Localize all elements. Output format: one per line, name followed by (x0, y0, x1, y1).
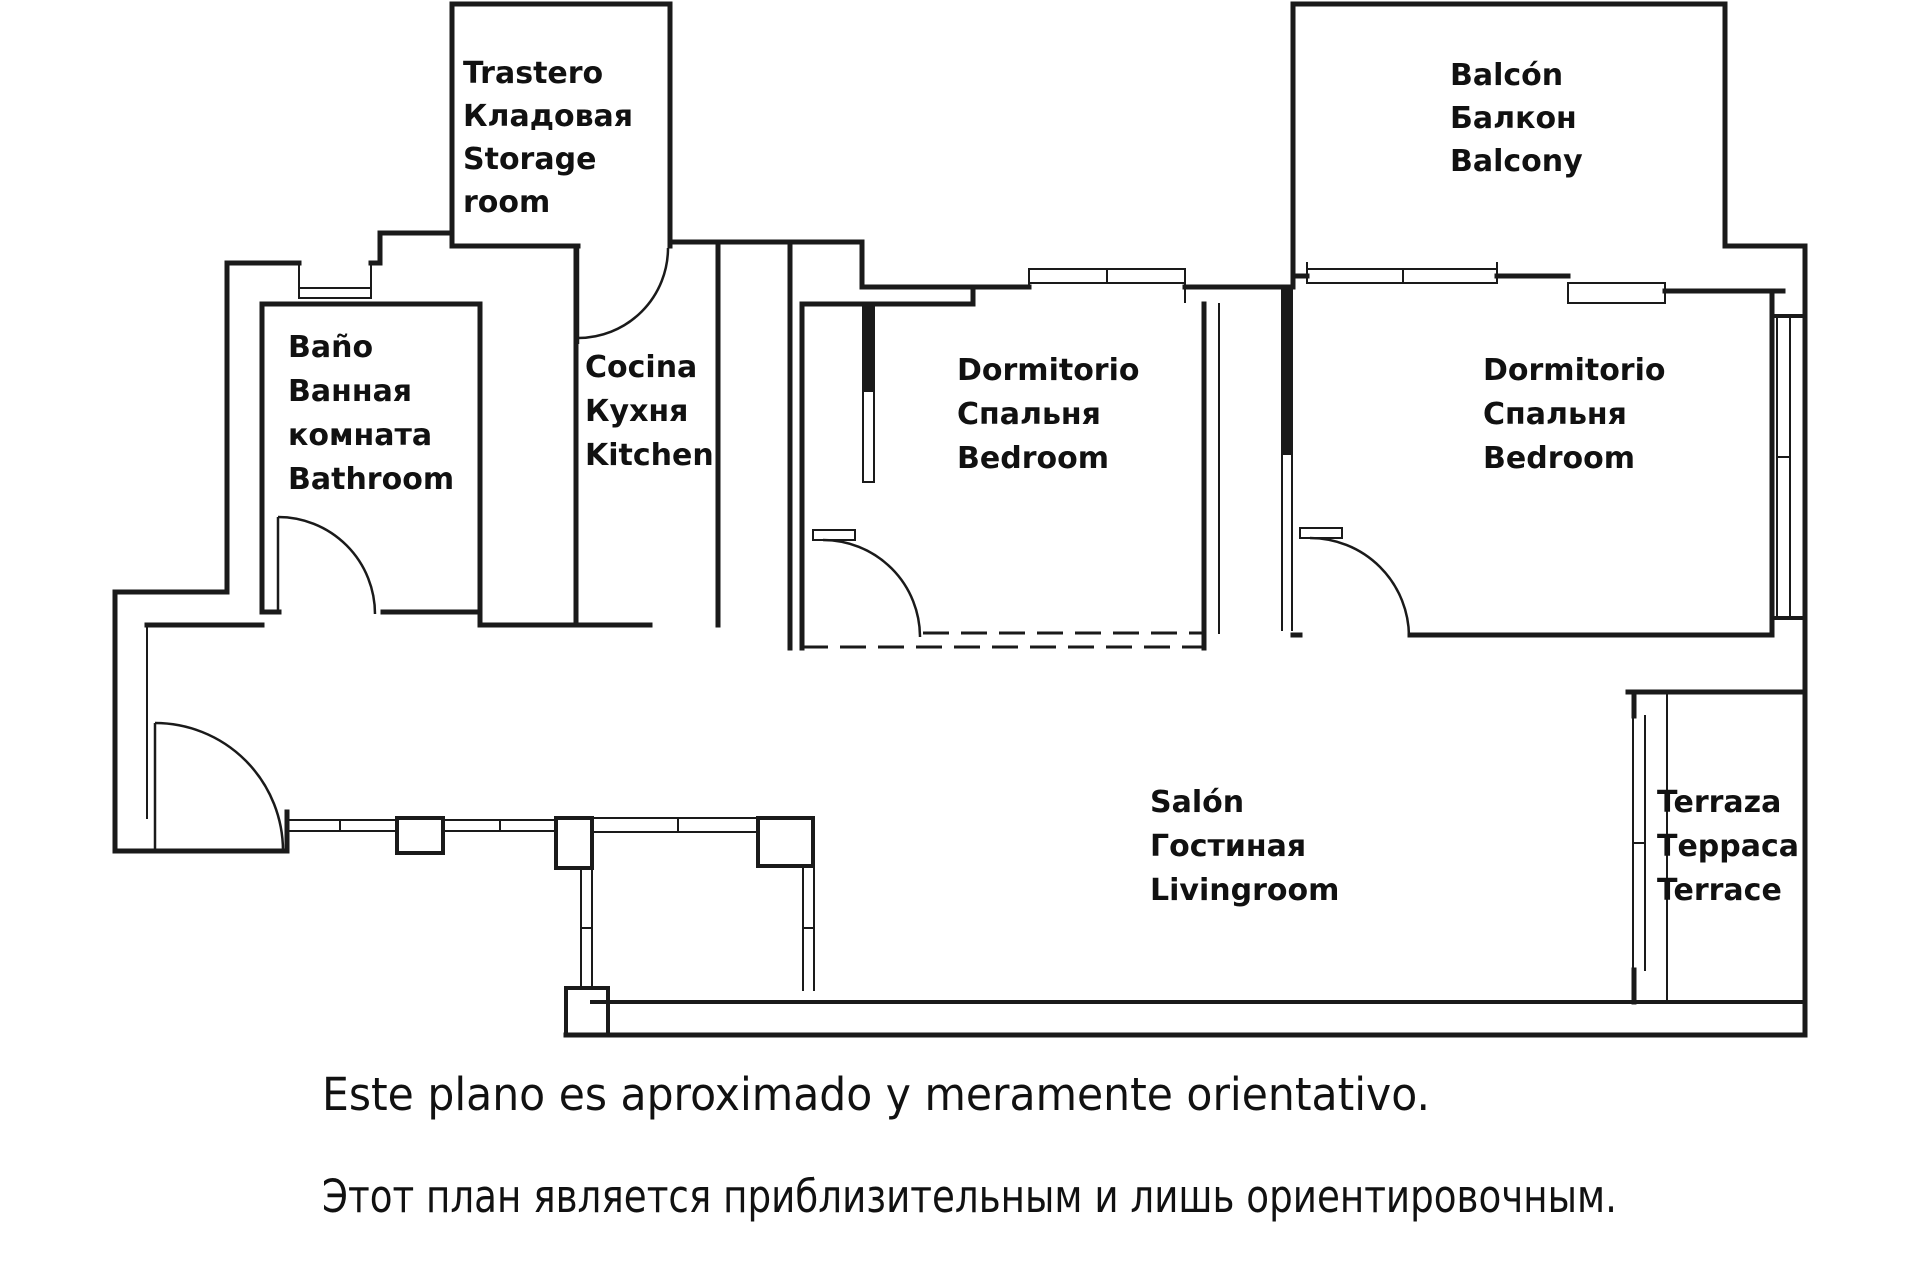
bathroom-window (299, 263, 371, 298)
bedroom2-door-arc (1310, 538, 1409, 637)
livingroom-label-line3: Livingroom (1150, 873, 1340, 908)
room-label-kitchen (585, 350, 714, 473)
room-label-balcony (1450, 58, 1583, 179)
bathroom-label-line1: Baño (288, 330, 374, 365)
salon-bottom-window-2 (443, 820, 556, 831)
balcony-label-line1: Balcón (1450, 58, 1564, 93)
bedroom1-label-line1: Dormitorio (957, 353, 1140, 388)
livingroom-label-line1: Salón (1150, 785, 1245, 820)
storage-label-line3: Storage (463, 142, 597, 177)
bedroom1-partition-solid (862, 304, 875, 392)
disclaimer-group (322, 1068, 1617, 1223)
bay-left-window (581, 868, 592, 988)
storage-label-line4: room (463, 185, 551, 220)
bedroom1-window (1029, 269, 1185, 302)
room-label-storage (463, 56, 633, 220)
bedroom1-door-arc (823, 540, 920, 637)
entrance-door-arc (155, 723, 283, 851)
room-label-terrace (1657, 785, 1799, 908)
bedroom2-door-leaf (1300, 528, 1342, 538)
room-label-bathroom (288, 330, 454, 497)
balcony-label-line2: Балкон (1450, 101, 1577, 136)
room-label-bedroom2 (1483, 353, 1666, 476)
right-outer-window (1777, 316, 1790, 618)
bedroom2-label-line3: Bedroom (1483, 441, 1635, 476)
bathroom-label-line4: Bathroom (288, 462, 455, 497)
storage-label-line1: Trastero (463, 56, 604, 91)
salon-bottom-window-1 (287, 820, 395, 831)
disclaimer-es: Este plano es aproximado y meramente orientativo. (322, 1068, 1430, 1121)
bedroom1-partition-slider (863, 392, 874, 482)
kitchen-label-line2: Кухня (585, 394, 689, 429)
bedroom2-label-line1: Dormitorio (1483, 353, 1666, 388)
bedroom2-label-line2: Спальня (1483, 397, 1627, 432)
room-label-livingroom (1150, 785, 1339, 908)
bedroom2-left-wall-solid (1281, 287, 1293, 455)
bottom-wall-pier (397, 818, 443, 853)
room-labels-group (288, 56, 1799, 908)
bay-right-corner-block (758, 818, 813, 866)
bay-top-window (592, 818, 758, 832)
bay-bottom-left-block (566, 988, 608, 1035)
disclaimer-ru: Этот план является приблизительным и лишь ориентировочным. (322, 1170, 1617, 1223)
bay-left-corner-block (556, 818, 592, 868)
terrace-label-line1: Terraza (1657, 785, 1782, 820)
balcony-door-sill (1568, 283, 1665, 303)
balcony-label-line3: Balcony (1450, 144, 1583, 179)
bedroom1-door-leaf (813, 530, 855, 540)
top-middle-wall (670, 242, 1293, 304)
bedroom1-label-line2: Спальня (957, 397, 1101, 432)
livingroom-label-line2: Гостиная (1150, 829, 1307, 864)
bathroom-label-line2: Ванная (288, 374, 413, 409)
bathroom-door-arc (278, 517, 375, 614)
terrace-label-line2: Терраса (1657, 829, 1800, 864)
storage-label-line2: Кладовая (463, 99, 634, 134)
kitchen-label-line3: Kitchen (585, 438, 714, 473)
bathroom-label-line3: комната (288, 418, 433, 453)
bedroom2-window (1307, 263, 1497, 283)
bedroom1-label-line3: Bedroom (957, 441, 1109, 476)
bay-right-window (803, 866, 814, 990)
storage-door-arc (578, 248, 668, 338)
room-label-bedroom1 (957, 353, 1140, 476)
terrace-label-line3: Terrace (1657, 873, 1782, 908)
left-outer-wall (115, 233, 455, 851)
entrance-wall (115, 812, 287, 851)
bedroom2-left-wall-slider (1282, 455, 1292, 630)
kitchen-label-line1: Cocina (585, 350, 698, 385)
bedroom1-bottom-wall-dashed (802, 633, 1204, 647)
